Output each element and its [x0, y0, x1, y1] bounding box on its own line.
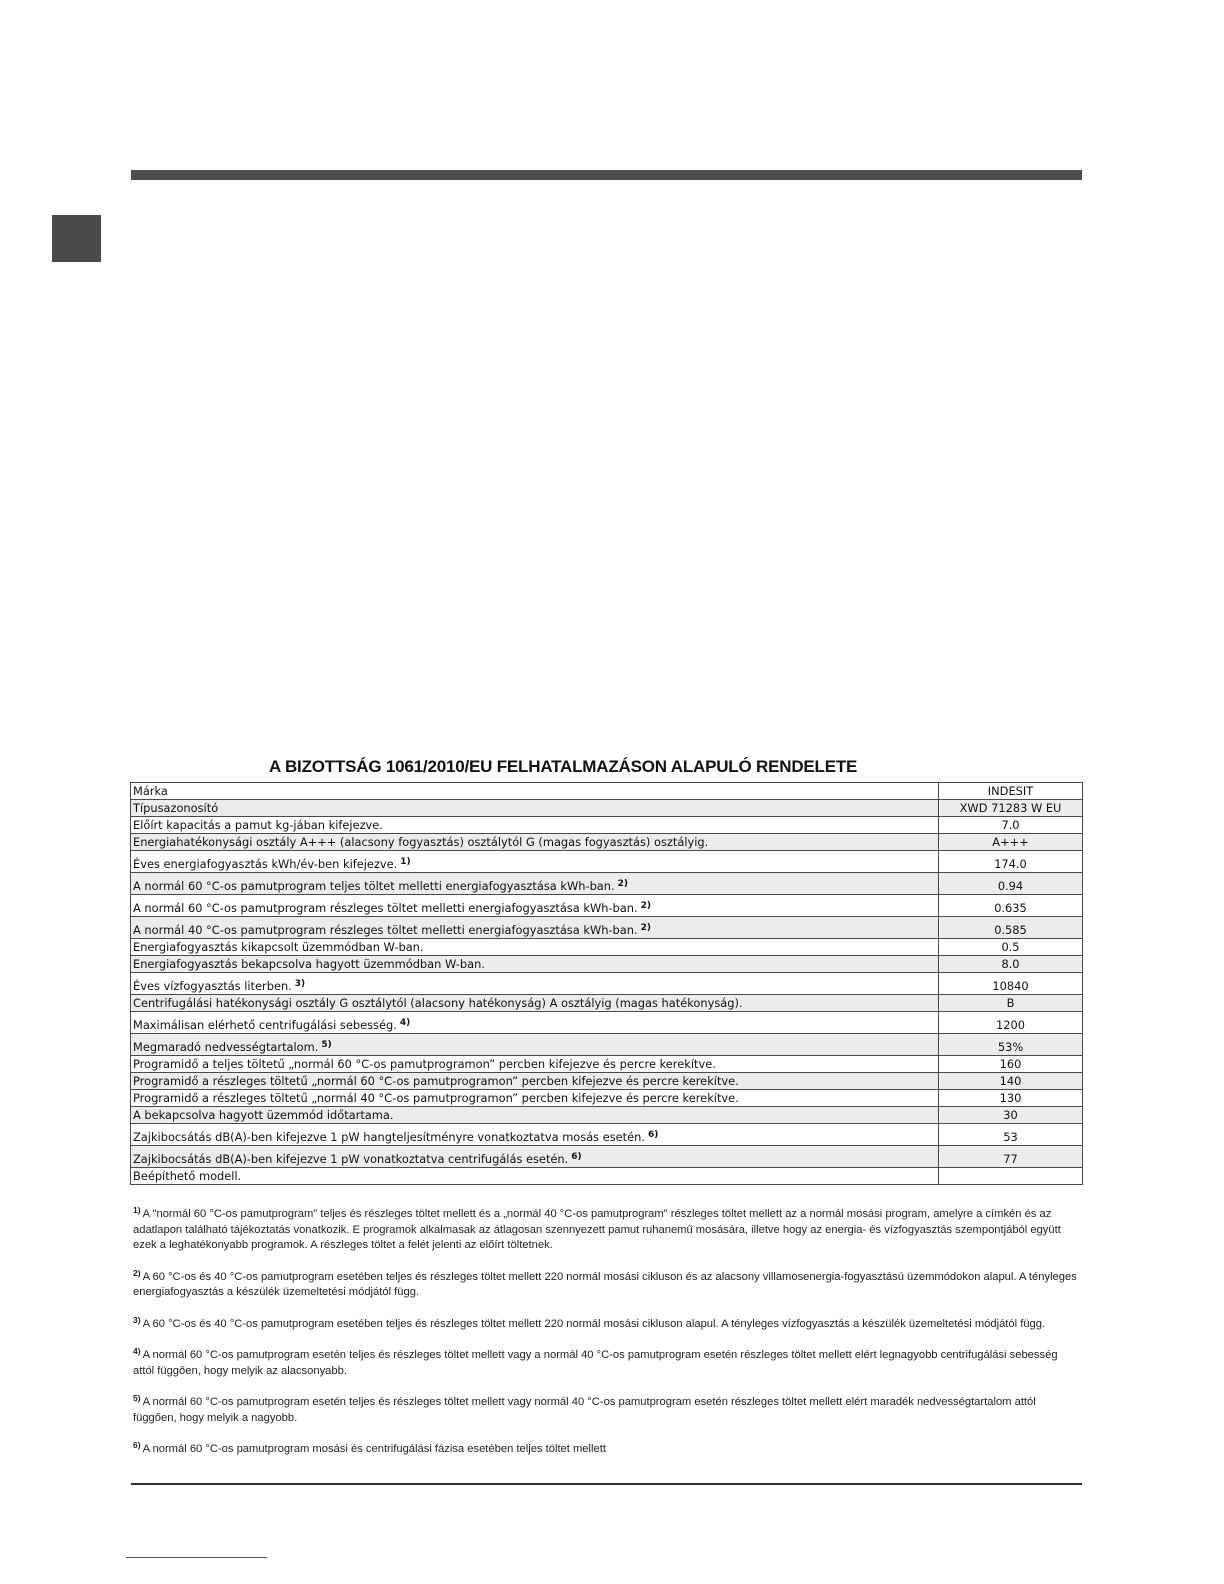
footer-rule	[131, 1483, 1082, 1485]
footnote-ref: 3)	[294, 979, 306, 989]
footnote-text: A 60 °C-os és 40 °C-os pamutprogram esetében teljes és részleges töltet mellett 220 normál mosási cikluson és az alacsony villamosenergia-fogyasztású üzemmódokon alapul. A tényleges energiafogyasztás a készülék üzemeltetési módjától függ.	[133, 1270, 1077, 1298]
row-value: 1200	[939, 1012, 1083, 1034]
row-label-cell	[131, 995, 939, 1012]
table-row	[131, 1073, 1083, 1090]
table-row	[131, 851, 1083, 873]
table-row	[131, 800, 1083, 817]
row-label: Energiafogyasztás bekapcsolva hagyott üzemmódban W-ban.	[133, 957, 485, 971]
table-row	[131, 917, 1083, 939]
footnote-mark: 4)	[133, 1346, 141, 1356]
footer-link-underline	[126, 1557, 267, 1558]
row-label: Előírt kapacitás a pamut kg-jában kifejezve.	[133, 818, 383, 832]
row-value: 8.0	[939, 956, 1083, 973]
row-label: Éves energiafogyasztás kWh/év-ben kifejezve.	[133, 857, 398, 871]
table-row	[131, 1107, 1083, 1124]
footnote-text: A normál 60 °C-os pamutprogram esetén teljes és részleges töltet mellett vagy a normál 40 °C-os pamutprogram esetén részleges töltet mellett elért legnagyobb centrifugálási sebesség attól függően, hogy melyik az alacsonyabb.	[133, 1349, 1058, 1377]
header-rule	[131, 170, 1082, 180]
row-label: Beépíthető modell.	[133, 1169, 242, 1183]
footnote-ref: 2)	[640, 901, 651, 911]
row-label-cell	[131, 939, 939, 956]
row-label-cell	[131, 956, 939, 973]
footnote-text: A normál 60 °C-os pamutprogram esetén teljes és részleges töltet mellett vagy normál 40 °C-os pamutprogram esetén részleges töltet mellett elért maradék nedvességtartalom attól függően, hogy melyik a nagyobb.	[133, 1396, 1036, 1424]
table-row	[131, 1168, 1083, 1185]
row-label-cell	[131, 1090, 939, 1107]
table-row	[131, 1146, 1083, 1168]
table-row	[131, 834, 1083, 851]
row-label-cell	[131, 873, 939, 895]
footnote	[133, 1438, 1081, 1458]
footnote	[133, 1266, 1081, 1301]
row-label: A normál 40 °C-os pamutprogram részleges töltet melletti energiafogyasztása kWh-ban.	[133, 923, 638, 937]
row-value: 7.0	[939, 817, 1083, 834]
row-label: Centrifugálási hatékonysági osztály G osztálytól (alacsony hatékonyság) A osztályig (magas hatékonyság).	[133, 996, 743, 1010]
footnote-ref: 2)	[617, 879, 629, 889]
table-row	[131, 939, 1083, 956]
footnote-ref: 5)	[321, 1040, 332, 1050]
row-value: 10840	[939, 973, 1083, 995]
footnote-mark: 1)	[133, 1205, 141, 1215]
row-label: Programidő a részleges töltetű „normál 60 °C-os pamutprogramon” percben kifejezve és percre kerekítve.	[133, 1074, 739, 1088]
product-fiche-table	[130, 782, 1083, 1185]
row-label: Energiahatékonysági osztály A+++ (alacsony fogyasztás) osztálytól G (magas fogyasztás) osztályig.	[133, 835, 709, 849]
row-label: Zajkibocsátás dB(A)-ben kifejezve 1 pW hangteljesítményre vonatkoztatva mosás esetén.	[133, 1130, 645, 1144]
regulation-heading: A BIZOTTSÁG 1061/2010/EU FELHATALMAZÁSON ALAPULÓ RENDELETE	[269, 757, 858, 776]
footnote-ref: 2)	[640, 923, 651, 933]
row-value: 77	[939, 1146, 1083, 1168]
table-row	[131, 995, 1083, 1012]
row-label-cell	[131, 783, 939, 800]
row-label: Maximálisan elérhető centrifugálási sebesség.	[133, 1018, 397, 1032]
footnote-ref: 6)	[648, 1130, 659, 1140]
row-label: Zajkibocsátás dB(A)-ben kifejezve 1 pW vonatkoztatva centrifugálás esetén.	[133, 1152, 569, 1166]
table-row	[131, 1012, 1083, 1034]
row-label: Márka	[133, 784, 168, 798]
table-row	[131, 1034, 1083, 1056]
row-value: A+++	[939, 834, 1083, 851]
footnote-text: A 60 °C-os és 40 °C-os pamutprogram esetében teljes és részleges töltet mellett 220 normál mosási cikluson alapul. A tényleges vízfogyasztás a készülék üzemeltetési módjától függ.	[142, 1317, 1046, 1330]
table-row	[131, 895, 1083, 917]
footnote	[133, 1313, 1081, 1333]
row-label-cell	[131, 1034, 939, 1056]
row-label-cell	[131, 1073, 939, 1090]
row-value: INDESIT	[939, 783, 1083, 800]
row-label-cell	[131, 851, 939, 873]
table-row	[131, 817, 1083, 834]
row-value: 0.94	[939, 873, 1083, 895]
footnote-ref: 4)	[399, 1018, 411, 1028]
row-label: Energiafogyasztás kikapcsolt üzemmódban W-ban.	[133, 940, 424, 954]
row-label-cell	[131, 834, 939, 851]
footnote-mark: 5)	[133, 1393, 141, 1403]
row-value: 140	[939, 1073, 1083, 1090]
row-value	[939, 1168, 1083, 1185]
footnote-ref: 6)	[571, 1152, 582, 1162]
row-value: 0.585	[939, 917, 1083, 939]
footnote-text: A "normál 60 °C-os pamutprogram" teljes és részleges töltet mellett és a „normál 40 °C-os pamutprogram" részleges töltet mellett az a normál mosási program, amelyre a címkén és az adatlapon található tájékoztatás vonatkozik. E programok alkalmasak az átlagosan szennyezett pamut ruhanemű mosására, illetve hogy az energia- és vízfogyasztás szempontjából együtt ezek a leghatékonyabb programok. A részleges töltet a felét jelenti az előírt töltetnek.	[133, 1208, 1061, 1251]
footnote-mark: 6)	[133, 1440, 141, 1450]
row-value: 130	[939, 1090, 1083, 1107]
row-label-cell	[131, 1012, 939, 1034]
footnote-mark: 3)	[133, 1314, 141, 1325]
row-label: Programidő a részleges töltetű „normál 40 °C-os pamutprogramon” percben kifejezve és percre kerekítve.	[133, 1091, 739, 1105]
footnote	[133, 1344, 1081, 1379]
table-row	[131, 1056, 1083, 1073]
row-label-cell	[131, 1107, 939, 1124]
row-value: B	[939, 995, 1083, 1012]
row-label-cell	[131, 1056, 939, 1073]
table-row	[131, 973, 1083, 995]
row-label: A bekapcsolva hagyott üzemmód időtartama.	[133, 1108, 394, 1122]
row-label-cell	[131, 1146, 939, 1168]
footnotes	[133, 1203, 1081, 1470]
table-row	[131, 1124, 1083, 1146]
row-label-cell	[131, 800, 939, 817]
table-row	[131, 1090, 1083, 1107]
row-label-cell	[131, 895, 939, 917]
row-label: A normál 60 °C-os pamutprogram részleges töltet melletti energiafogyasztása kWh-ban.	[133, 901, 638, 915]
footnote-mark: 2)	[133, 1267, 141, 1278]
footnote	[133, 1203, 1081, 1254]
row-label: Típusazonosító	[133, 801, 219, 815]
row-value: 30	[939, 1107, 1083, 1124]
table-row	[131, 873, 1083, 895]
footnote	[133, 1391, 1081, 1426]
row-label: A normál 60 °C-os pamutprogram teljes töltet melletti energiafogyasztása kWh-ban.	[133, 879, 615, 893]
row-label: Programidő a teljes töltetű „normál 60 °C-os pamutprogramon” percben kifejezve és percre kerekítve.	[133, 1057, 716, 1071]
footnote-ref: 1)	[400, 857, 411, 867]
row-label-cell	[131, 917, 939, 939]
row-label: Éves vízfogyasztás literben.	[133, 979, 292, 993]
row-value: 0.5	[939, 939, 1083, 956]
row-label: Megmaradó nedvességtartalom.	[133, 1040, 319, 1054]
table-row	[131, 783, 1083, 800]
row-label-cell	[131, 973, 939, 995]
row-value: 53%	[939, 1034, 1083, 1056]
footnote-text: A normál 60 °C-os pamutprogram mosási és centrifugálási fázisa esetében teljes töltet mellett	[142, 1443, 606, 1455]
row-label-cell	[131, 817, 939, 834]
row-value: 53	[939, 1124, 1083, 1146]
row-label-cell	[131, 1124, 939, 1146]
row-value: 174.0	[939, 851, 1083, 873]
row-value: 160	[939, 1056, 1083, 1073]
row-value: XWD 71283 W EU	[939, 800, 1083, 817]
row-value: 0.635	[939, 895, 1083, 917]
row-label-cell	[131, 1168, 939, 1185]
section-tab-marker	[52, 215, 101, 262]
table-row	[131, 956, 1083, 973]
